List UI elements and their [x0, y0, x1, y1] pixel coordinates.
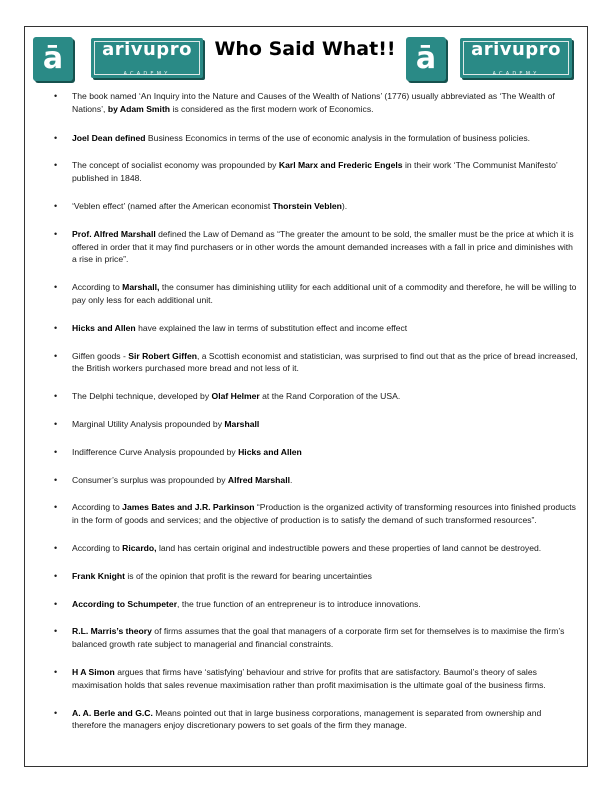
brand-name: arivupro	[102, 39, 192, 60]
fact-emphasis: Prof. Alfred Marshall	[72, 228, 156, 239]
fact-text: According to	[72, 502, 123, 513]
fact-item	[46, 350, 578, 376]
fact-emphasis: H A Simon	[72, 666, 115, 677]
fact-emphasis: Hicks and Allen	[238, 446, 302, 457]
brand-mark-icon: ā	[33, 37, 73, 81]
fact-text: land has certain original and indestructible powers and these properties of land cannot be destroyed.	[156, 542, 542, 553]
fact-emphasis: Marshall,	[122, 282, 160, 293]
fact-emphasis: A. A. Berle and G.C.	[72, 707, 153, 718]
fact-emphasis: James Bates and J.R. Parkinson	[122, 502, 255, 513]
fact-item	[46, 707, 578, 733]
fact-text: of firms assumes that the goal that managers of a corporate firm set for themselves is to maximise the firm’s balanced growth rate subject to managerial and financial constraints.	[72, 626, 565, 650]
fact-text: , a Scottish economist and statistician, was surprised to find out that as the price of bread increased, the British workers purchased more bread and not less of it.	[72, 350, 578, 374]
fact-text: ).	[341, 200, 348, 211]
fact-item	[46, 446, 578, 459]
fact-item	[46, 159, 578, 185]
fact-emphasis: Ricardo,	[122, 542, 157, 553]
fact-text: is considered as the first modern work of Economics.	[170, 103, 374, 114]
fact-emphasis: Hicks and Allen	[72, 322, 136, 333]
fact-item	[46, 625, 578, 651]
fact-text: Marginal Utility Analysis propounded by	[72, 418, 225, 429]
fact-emphasis: According to Schumpeter	[72, 598, 178, 609]
brand-logo	[460, 38, 572, 78]
fact-emphasis: R.L. Marris’s theory	[72, 626, 152, 637]
fact-text: .	[289, 474, 293, 485]
fact-item	[46, 598, 578, 611]
fact-text: is of the opinion that profit is the reward for bearing uncertainties	[125, 570, 372, 581]
fact-item	[46, 281, 578, 307]
fact-emphasis: Olaf Helmer	[211, 391, 260, 402]
fact-item	[46, 322, 578, 335]
fact-text: Means pointed out that in large business corporations, management is separated from ownership and therefore the managers enjoy discretionary powers to set goals of the firm they manage.	[72, 707, 542, 731]
fact-emphasis: Karl Marx and Frederic Engels	[278, 160, 403, 171]
fact-text: argues that firms have ‘satisfying’ behaviour and strive for profits that are satisfactory. Baumol’s theory of sales maximisation holds that sales revenue maximisation rather than profit maximisation is the ultimate goal of the business firms.	[72, 666, 546, 690]
fact-emphasis: Joel Dean defined	[72, 132, 146, 143]
brand-subtitle: ACADEMY	[123, 71, 171, 77]
brand-subtitle: ACADEMY	[492, 71, 540, 77]
brand-name: arivupro	[471, 39, 561, 60]
fact-text: the consumer has diminishing utility for each additional unit of a commodity and therefore, he will be willing to pay only less for each additional unit.	[72, 282, 577, 305]
facts-list	[46, 90, 578, 732]
fact-emphasis: Sir Robert Giffen	[128, 350, 197, 361]
fact-item	[46, 501, 578, 527]
fact-text: , the true function of an entrepreneur is to introduce innovations.	[177, 598, 421, 609]
fact-item	[46, 418, 578, 431]
fact-text: defined the Law of Demand as “The greater the amount to be sold, the smaller must be the price at which it is offered in order that it may find purchasers or in other words the amount demanded increases with a fall in price and diminishes with a rise in price”.	[72, 228, 574, 265]
fact-text: The concept of socialist economy was propounded by	[72, 160, 279, 171]
page-title: Who Said What!!	[214, 38, 396, 60]
fact-emphasis: Frank Knight	[72, 570, 125, 581]
fact-item	[46, 228, 578, 266]
fact-text: The book named ‘An Inquiry into the Nature and Causes of the Wealth of Nations’ (1776) usually abbreviated as ‘The Wealth of Nations’,	[72, 91, 555, 114]
fact-text: According to	[72, 282, 123, 293]
fact-item	[46, 390, 578, 403]
fact-text: ‘Veblen effect’ (named after the American economist	[72, 200, 273, 211]
fact-text: According to	[72, 542, 123, 553]
fact-emphasis: Thorstein Veblen	[272, 200, 342, 211]
page-header	[0, 0, 612, 90]
fact-text: Business Economics in terms of the use of economic analysis in the formulation of business policies.	[145, 132, 531, 143]
fact-emphasis: Marshall	[224, 418, 260, 429]
brand-mark-icon: ā	[406, 37, 446, 81]
fact-item	[46, 666, 578, 692]
fact-text: Indifference Curve Analysis propounded by	[72, 446, 239, 457]
fact-item	[46, 200, 578, 213]
fact-emphasis: Alfred Marshall	[227, 474, 290, 485]
fact-text: “Production is the organized activity of transforming resources into finished products in the form of goods and services; and the objective of production is to satisfy the demand of such transformed resources”.	[72, 502, 576, 526]
fact-item	[46, 90, 578, 116]
fact-emphasis: by Adam Smith	[107, 103, 171, 114]
fact-text: in their work ‘The Communist Manifesto’ published in 1848.	[72, 160, 558, 184]
fact-item	[46, 132, 578, 145]
fact-text: The Delphi technique, developed by	[72, 391, 212, 402]
fact-item	[46, 542, 578, 555]
fact-text: at the Rand Corporation of the USA.	[259, 391, 401, 402]
fact-text: have explained the law in terms of substitution effect and income effect	[135, 322, 408, 333]
fact-text: Consumer’s surplus was propounded by	[72, 474, 228, 485]
fact-text: Giffen goods -	[72, 350, 129, 361]
brand-logo	[91, 38, 203, 78]
fact-item	[46, 474, 578, 487]
fact-item	[46, 570, 578, 583]
